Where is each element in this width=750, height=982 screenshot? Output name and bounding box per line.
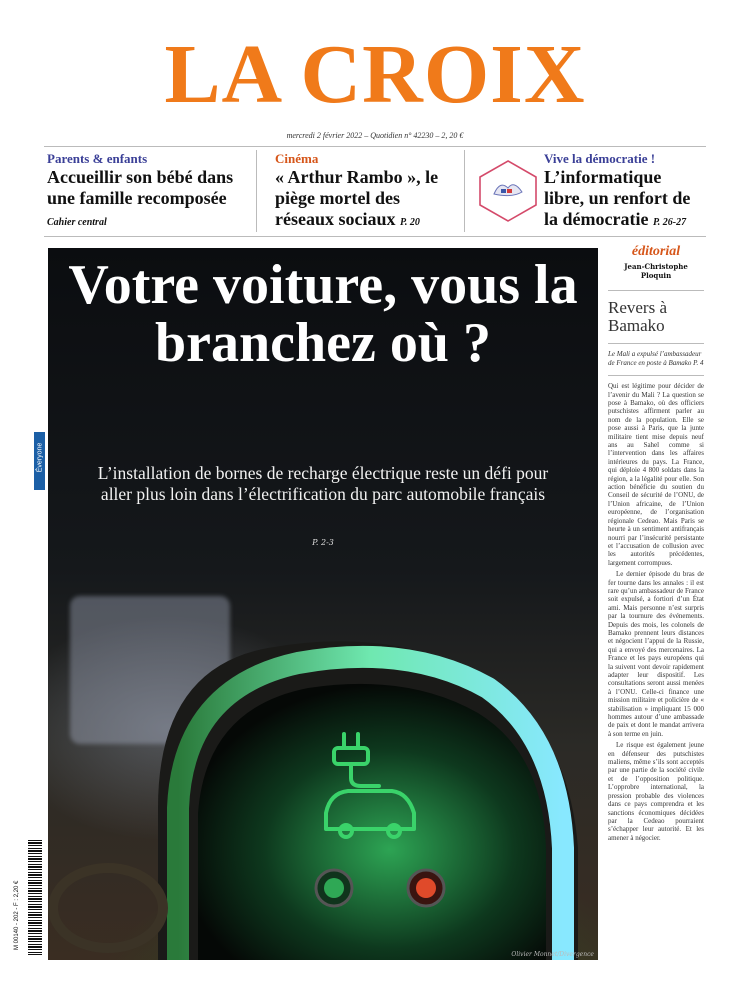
editorial-title: Revers à Bamako	[608, 298, 668, 335]
teaser-kicker: Vive la démocratie !	[544, 151, 656, 166]
teaser-cinema[interactable]	[275, 151, 460, 233]
dateline: mercredi 2 février 2022 – Quotidien n° 42230 – 2, 20 €	[286, 131, 464, 140]
section-tab: Éveryone	[34, 432, 45, 490]
teaser-headline: « Arthur Rambo », le piège mortel des réseaux sociaux P. 20	[275, 167, 439, 229]
teaser-divider	[256, 150, 257, 232]
editorial-label: éditorial	[631, 244, 681, 259]
main-page-ref: P. 2-3	[312, 538, 334, 547]
editorial-paragraph: Qui est légitime pour décider de l’avenir du Mali ? La question se pose à Bamako, où des officiers putschistes affirment parler au nom de la population. Elle se pose aussi à Paris, que la junte militaire tient mise depuis neuf ans au Sahel comme si l’intervention dans les affaires intérieures du pays. La France, qui déploie 4 800 soldats dans la région, a la légalité pour elle. Son action bénéficie du soutien du Conseil de sécurité de l’ONU, de l’Union africaine, de l’Union européenne, de l’organisation régionale Cedeao. Mais Paris se heurte à un sentiment antifrançais nourri par l’insécurité persistante et l’accusation de collusion avec les autorités précédentes, largement corrompues.	[608, 382, 704, 567]
editorial-lead: Le Mali a expulsé l’ambassadeur de France en poste à Bamako P. 4	[608, 350, 704, 367]
editorial-author: Jean-Christophe Ploquin	[624, 262, 688, 280]
teaser-kicker: Parents & enfants	[47, 151, 148, 166]
teaser-ref: P. 20	[400, 217, 420, 228]
barcode: M 00140 - 202 - F : 2,20 €	[4, 840, 44, 955]
teaser-headline: Accueillir son bébé dans une famille recomposée Cahier central	[47, 167, 234, 228]
teaser-ref: P. 26-27	[652, 217, 687, 228]
editorial-sidebar	[608, 244, 704, 842]
teaser-democracy[interactable]	[544, 151, 704, 233]
teaser-bottom-rule	[44, 236, 706, 237]
teaser-headline: L’informatique libre, un renfort de la démocratie P. 26-27	[544, 167, 691, 229]
teaser-kicker: Cinéma	[275, 151, 319, 166]
teaser-ref: Cahier central	[47, 217, 107, 228]
teaser-top-rule	[44, 146, 706, 147]
teaser-divider	[464, 150, 465, 232]
democracy-badge-icon	[474, 158, 542, 224]
photo-credit: Olivier Monnet/Divergence	[511, 951, 594, 958]
masthead-logo: LA CROIX	[164, 28, 586, 121]
main-standfirst: L’installation de bornes de recharge électrique reste un défi pour aller plus loin dans l’électrification du parc automobile français	[97, 463, 549, 504]
main-headline: Votre voiture, vous la branchez où ?	[68, 254, 578, 374]
teaser-parents[interactable]	[47, 151, 252, 233]
editorial-paragraph: Le dernier épisode du bras de fer tourne dans les annales : il est rare qu’un ambassadeur de France soit expulsé, a fortiori d’un État ami. Mais personne n’est surpris par la tournure des événements. Depuis des mois, les colonels de Bamako prennent leurs distances et négocient l’appui de la Russie, qui a envoyé des mercenaires. La France et les pays européens qui la suivent vont devoir rapidement adapter leur dispositif. Les consultations seront aussi menées à l’ONU. Celle-ci finance une mission militaire et policière de « stabilisation » impliquant 15 000 hommes autour d’une ambassade de paix et dont le mandat arrivera à son terme en juin.	[608, 570, 705, 738]
editorial-paragraph: Le risque est également jeune en défenseur des putschistes maliens, même s’ils sont acceptés par une partie de la société civile et de l’opposition politique. L’opprobre international, la pression probable des violences dans ce pays comprendra et les sanctions économiques décidées par la Cedeao pourraient s’échapper leur autorité. Et les amener à négocier.	[608, 741, 704, 842]
cover-photo	[48, 248, 598, 960]
